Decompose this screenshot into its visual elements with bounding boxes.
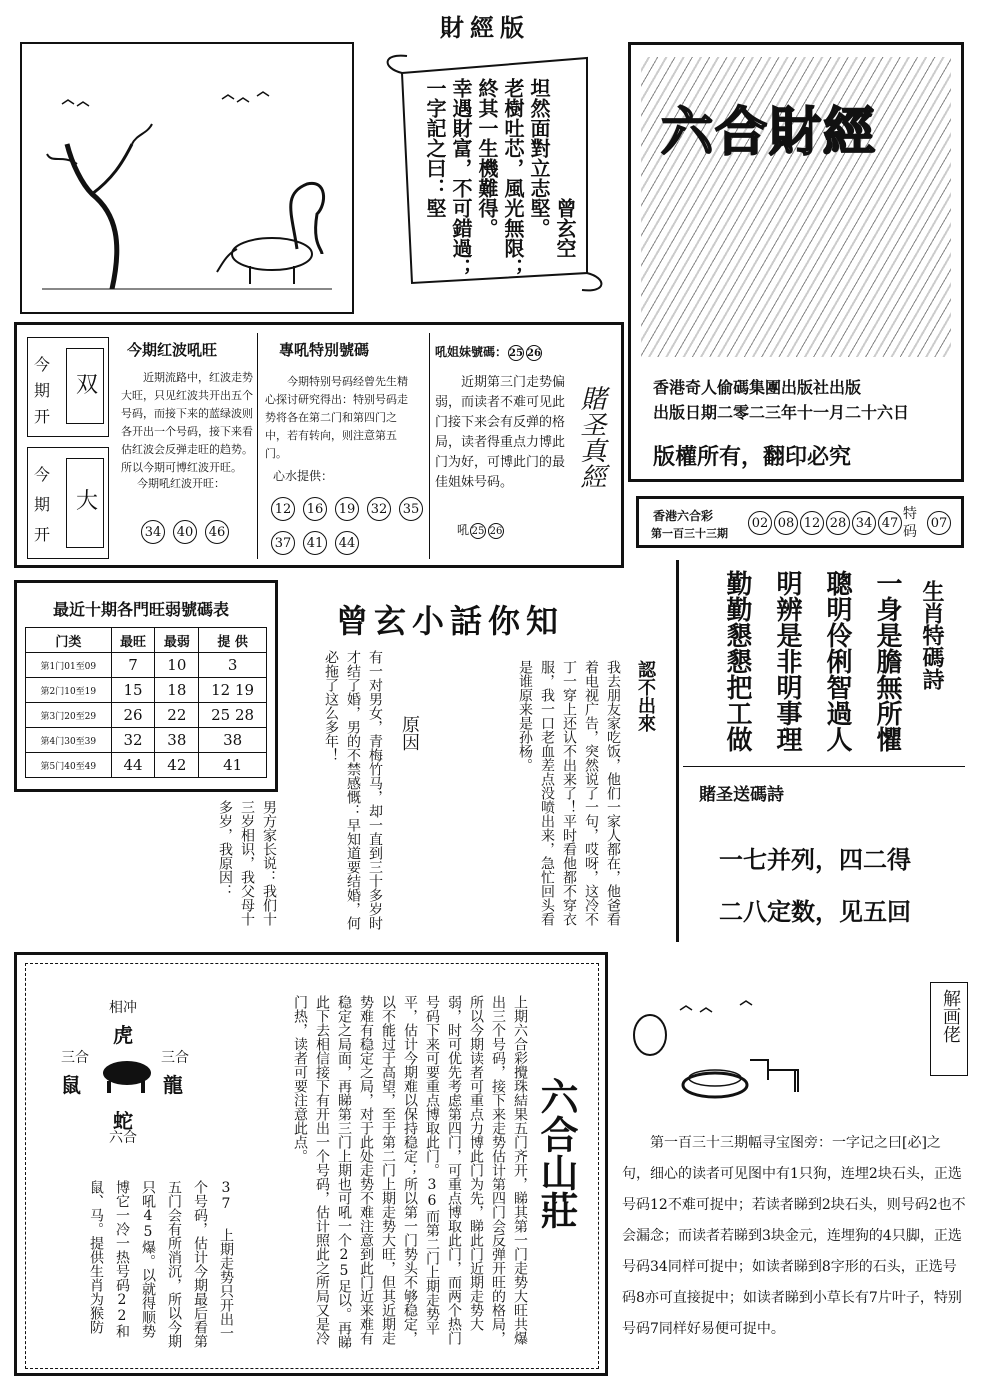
scroll-line-2: 幸遇財富，不可錯過； xyxy=(449,78,473,278)
special-pick-ball: 44 xyxy=(335,531,359,555)
result-ball: 34 xyxy=(852,511,876,535)
table-header: 提 供 xyxy=(199,628,267,653)
story-2-title: 原因 xyxy=(399,715,420,751)
relation-six: 六合 xyxy=(109,1130,137,1146)
result-ball: 08 xyxy=(774,511,798,535)
door-table-box xyxy=(14,580,278,792)
special-pick-ball: 16 xyxy=(303,497,327,521)
forecast-panel xyxy=(14,322,624,568)
table-row: 第1门01至09 7 10 3 xyxy=(26,653,267,678)
result-balls xyxy=(747,511,903,535)
period-box-1 xyxy=(27,337,109,437)
result-box xyxy=(636,496,964,548)
label-jin: 今 xyxy=(34,355,51,374)
result-ball: 47 xyxy=(878,511,902,535)
sister-number-text: 近期第三门走势偏弱，而读者不难可见此门接下来会有反弹的格局，读者得重点力博此门为好，可博此门的最佳姐妹号码。 xyxy=(435,375,566,490)
sister-ball: 25 xyxy=(470,523,486,539)
label-kai: 开 xyxy=(34,407,51,426)
puzzle-text: 第一百三十三期幅寻宝图旁：一字记之曰[必]之句，细心的读者可见图中有1只狗，连埋2块石头，正选号码12不难可捉中；若读者睇到2块石头，则号码2也不会漏念；而读者若睇到3块金元，连埋狗的4只脚，正选号码34同样可捉中；如读者睇到8字形的石头，正选号码8亦可直接捉中；如读者睇到小草长有7片叶子，特别号码7同样好易便可捉中。 xyxy=(622,1135,966,1337)
scroll-line-1: 一字記之曰：堅 xyxy=(423,78,447,218)
label-qi: 期 xyxy=(34,381,51,400)
cover-box xyxy=(628,42,964,482)
relation-snake: 蛇 xyxy=(113,1109,133,1133)
zodiac-line-4: 勤勤懇懇把工做 xyxy=(722,570,752,752)
mountain-title: 六合山莊 xyxy=(534,1077,579,1229)
zodiac-line-1: 一身是膽無所懼 xyxy=(872,570,902,752)
forecast-value-2: 大 xyxy=(76,489,99,514)
zodiac-line-2: 聰明伶俐智過人 xyxy=(822,570,852,752)
label-kai: 开 xyxy=(34,525,51,544)
special-pick-ball: 19 xyxy=(335,497,359,521)
scroll-line-3: 終其一生機難得。 xyxy=(475,78,499,238)
relation-tiger: 虎 xyxy=(113,1023,133,1047)
scroll-line-5: 坦然面對立志堅。 xyxy=(527,78,551,238)
label-jin: 今 xyxy=(34,465,51,484)
page-title: 財經版 xyxy=(440,13,530,42)
cover-copyright: 版權所有，翻印必究 xyxy=(653,444,852,470)
special-pick-ball: 12 xyxy=(271,497,295,521)
poem-line-1: 一七并列，四二得 xyxy=(719,845,911,874)
scroll-author: 曾玄空 xyxy=(553,198,577,258)
poem-line-2: 二八定数，见五回 xyxy=(719,897,911,926)
red-ball: 40 xyxy=(173,520,197,544)
result-ball: 02 xyxy=(748,511,772,535)
table-header: 最旺 xyxy=(111,628,155,653)
label-qi: 期 xyxy=(34,495,51,514)
relation-harmony-1: 三合 xyxy=(61,1050,89,1066)
relation-dragon: 龍 xyxy=(163,1073,183,1097)
story-1-text: 我去朋友家吃饭，他们一家人都在，他爸看着电视广告，突然说了一句，哎呀，这冷不丁一穿上还认不出来了！平时看他都不穿衣服，我一口老血差点没喷出来，急忙回头看是谁原来是孙杨。 xyxy=(517,660,621,926)
sister-side-title: 賭圣真經 xyxy=(576,385,606,489)
puzzle-tag-text: 解画佬 xyxy=(940,989,961,1043)
story-1-title: 認不出來 xyxy=(635,660,656,732)
special-pick-ball: 37 xyxy=(271,531,295,555)
sister-ball: 25 xyxy=(508,345,524,361)
special-number-text: 今期特别号码经曾先生精心探讨研究得出：特别号码走势将各在第二门和第四门之中，若有转向，则注意第五门。 xyxy=(265,375,408,460)
mountain-text: 上期六合彩攪珠結果五门齐开，睇其第一门走势大旺共爆出三个号码，接下来走势估计第四门会反弹开旺的格局，所以今期读者可重点力博此门为先，睇此门近期走势大弱，时可优先考虑第四门，可重点博取此门，而两个热门号码下来可要重点博取此门。36而第二门上期走势平平，估计今期难以保持稳定；所以第一门势头不够稳定，以不能过于高望，至于第二门上期走势大旺，但其近期走势难有稳定之局，对于此处走势不难注意到此门近来难有稳定之局面，再睇第三门上期也可吼一个25足以。再睇此下去相信接下有开出一个号码，估计照此之所局又是冷门热，读者可要注意此点。 xyxy=(292,995,528,1349)
red-wave-text: 近期流路中，红波走势大旺，只见红波共开出五个号码，而接下来的蓝绿波则各开出一个号码，接下来看估红波会反弹走旺的趋势。所以今期可博红波开旺。 xyxy=(121,371,253,474)
table-row: 第2门10至19 15 18 12 19 xyxy=(26,678,267,703)
special-number-title: 專吼特別號碼 xyxy=(279,341,370,359)
cover-date: 出版日期二零二三年十一月二十六日 xyxy=(653,403,910,422)
cover-logo: 六合財經 xyxy=(661,102,878,163)
result-period: 第一百三十三期 xyxy=(651,527,728,540)
sister-ball: 26 xyxy=(526,345,542,361)
period-box-2 xyxy=(27,447,109,559)
tree-elephant-illustration xyxy=(22,44,352,312)
dog-stone-illustration xyxy=(620,990,920,1110)
door-table xyxy=(25,627,267,778)
result-label: 香港六合彩 xyxy=(653,509,714,523)
special-pick-ball: 32 xyxy=(367,497,391,521)
red-wave-balls xyxy=(137,520,233,544)
scroll-line-4: 老樹吐芯，風光無限； xyxy=(501,78,525,278)
zodiac-line-3: 明辨是非明事理 xyxy=(772,570,802,752)
mountain-side-text: 37 上期走势只开出一个号码，估计今期最后看第五门会有所消沉，所以今期只吼45爆。以就得顺势博它一冷一热号码22和鼠、马。提供生肖为猴防 xyxy=(88,1180,234,1348)
table-header: 最弱 xyxy=(155,628,199,653)
poem-title: 賭圣送碼詩 xyxy=(699,785,784,805)
zodiac-title: 生肖特碼詩 xyxy=(919,580,945,690)
result-ball: 28 xyxy=(826,511,850,535)
story-3-text: 男方家长说：我们十三岁相识，我父母十多岁，我原因： xyxy=(217,800,277,926)
sister-ball: 26 xyxy=(488,523,504,539)
story-title: 曾玄小話你知 xyxy=(336,602,565,640)
red-wave-note: 今期吼红波开旺： xyxy=(137,477,225,490)
special-pick-ball: 35 xyxy=(399,497,423,521)
relation-conflict: 相冲 xyxy=(109,1000,137,1016)
table-header: 门类 xyxy=(26,628,112,653)
story-2-text: 有一对男女，青梅竹马，却一直到三十多岁时才结了婚，男的不禁感慨：早知道要结婚，何必拖了这么多年！ xyxy=(323,650,383,930)
puzzle-picture xyxy=(620,990,920,1110)
relation-harmony-2: 三合 xyxy=(161,1050,189,1066)
special-number-balls xyxy=(267,491,427,559)
scroll-poem xyxy=(382,48,610,296)
red-wave-title: 今期红波吼旺 xyxy=(127,341,218,359)
cover-publisher: 香港奇人偷碼集團出版社出版 xyxy=(653,378,862,397)
special-pick-ball: 41 xyxy=(303,531,327,555)
red-ball: 34 xyxy=(141,520,165,544)
red-ball: 46 xyxy=(205,520,229,544)
relation-rat: 鼠 xyxy=(61,1073,81,1097)
zodiac-box xyxy=(676,560,966,942)
animal-icon xyxy=(97,1051,157,1095)
forecast-value-1: 双 xyxy=(76,373,99,398)
special-ball: 07 xyxy=(927,511,951,535)
door-table-title: 最近十期各門旺弱號碼表 xyxy=(53,600,230,619)
special-number-label: 心水提供： xyxy=(273,469,334,483)
table-row: 第5门40至49 44 42 41 xyxy=(26,753,267,778)
table-row: 第4门30至39 32 38 38 xyxy=(26,728,267,753)
zodiac-relations-box xyxy=(14,952,608,1376)
treasure-picture-top xyxy=(20,42,354,314)
result-ball: 12 xyxy=(800,511,824,535)
puzzle-tag xyxy=(930,982,968,1076)
table-row: 第3门20至29 26 22 25 28 xyxy=(26,703,267,728)
sister-number-title: 吼姐妹號碼： 25 26 xyxy=(435,345,541,359)
special-label: 特码 xyxy=(903,506,917,540)
sister-number-note: 吼 25 26 xyxy=(457,523,503,537)
